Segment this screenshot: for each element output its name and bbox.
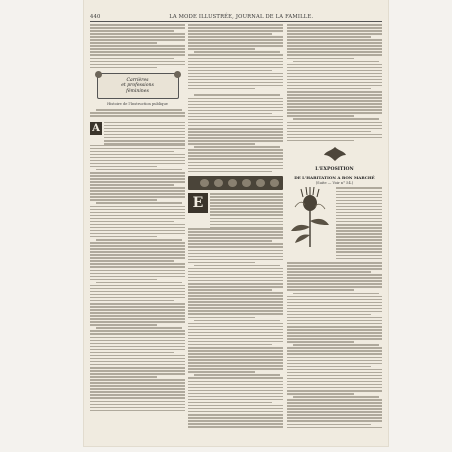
- text-block: [90, 145, 185, 412]
- banner-caption: Histoire de l'Instruction publique: [107, 102, 168, 107]
- banner-line-1: Carrières: [126, 77, 149, 83]
- column-3: [287, 24, 382, 428]
- illustrated-block: [287, 187, 382, 259]
- dropcap-paragraph: [90, 122, 185, 145]
- text-block: [287, 24, 382, 141]
- journal-title: LA MODE ILLUSTRÉE, JOURNAL DE LA FAMILLE.: [169, 14, 314, 20]
- magazine-page: [84, 0, 388, 446]
- dropcap-letter: A: [90, 122, 102, 135]
- column-2: [188, 24, 283, 428]
- ornament-left-icon: [95, 71, 102, 78]
- article-subtitle: DE L'HABITATION A BON MARCHÉ: [294, 174, 375, 180]
- column-1: [90, 24, 185, 428]
- thistle-illustration-icon: [287, 187, 333, 249]
- text-block: [287, 262, 382, 428]
- dropcap-paragraph: [188, 193, 283, 228]
- dropcap-letter: E: [188, 193, 208, 213]
- text-block: [188, 228, 283, 428]
- text-block: [188, 24, 283, 89]
- section-banner: [97, 73, 179, 99]
- floral-ornament-icon: [188, 176, 283, 190]
- page-number: 440: [90, 14, 101, 20]
- banner-line-3: féminines: [126, 88, 149, 94]
- text-block: [90, 109, 185, 117]
- page-header: [90, 12, 382, 22]
- text-block: [90, 24, 185, 68]
- article-note: (Suite — Voir n° 54.): [315, 181, 354, 186]
- fleuron-icon: [322, 145, 348, 163]
- text-block: [188, 94, 283, 172]
- ornament-right-icon: [174, 71, 181, 78]
- article-title: L'EXPOSITION: [315, 167, 354, 173]
- banner-line-2: et professions: [121, 83, 154, 89]
